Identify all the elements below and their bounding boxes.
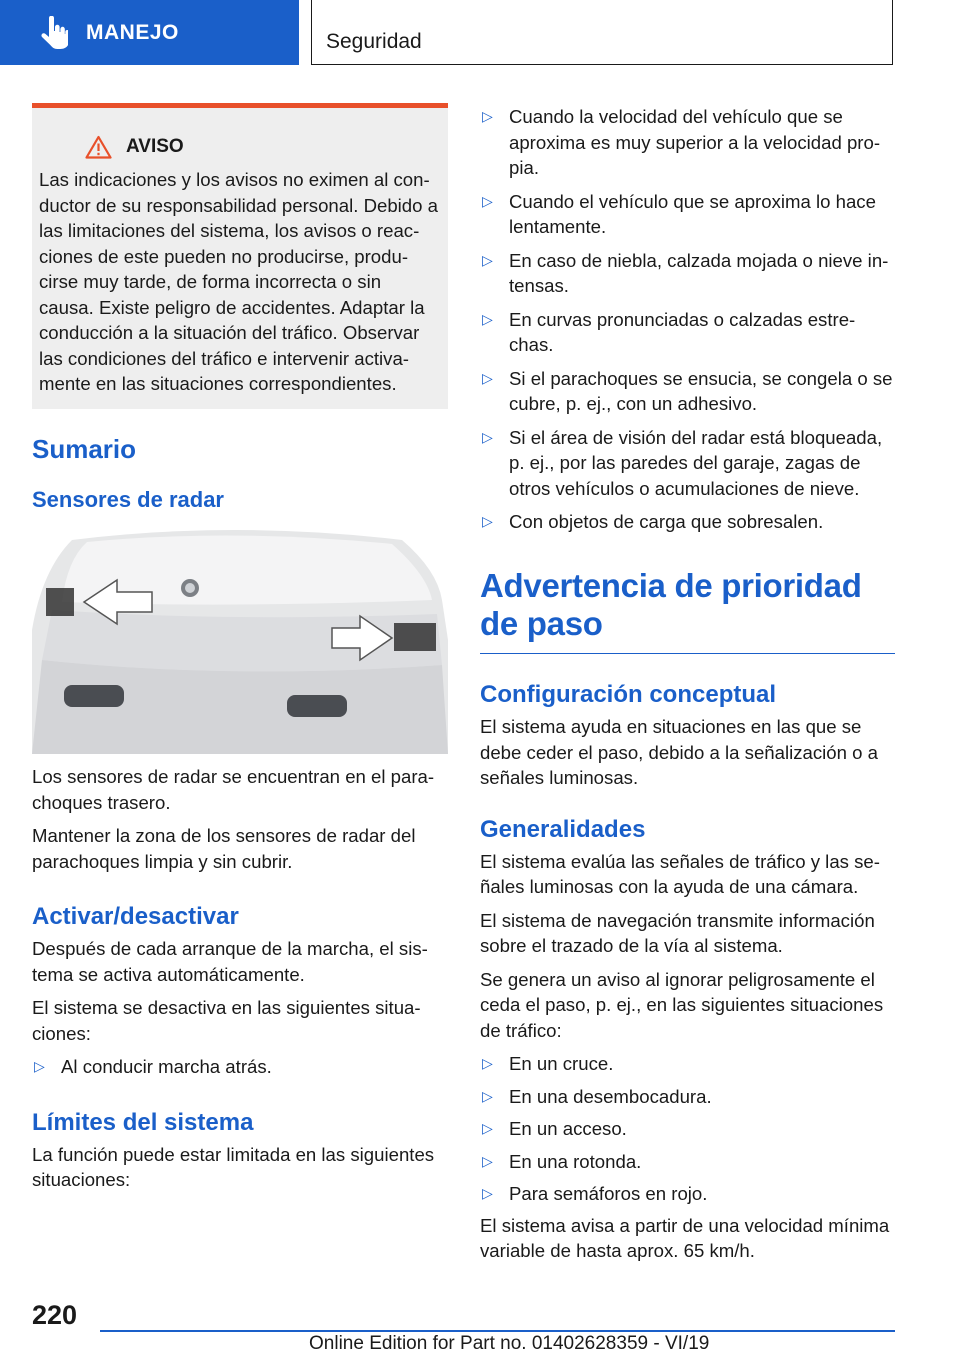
list-item: ▷ Con objetos de carga que sobresalen. — [480, 509, 895, 535]
generalidades-heading: Generalidades — [480, 815, 646, 843]
warning-text: Las indicaciones y los avisos no eximen al con-ductor de su responsabilidad personal. Debido a las limitaciones del sistema, los avisos o reac-ciones de este pueden no producirse, produ-cirse muy tarde, de forma incorrecta o sin causa. Existe peligro de accidentes. Adaptar la conducción a la situación del tráfico. Observar las condiciones del tráfico e intervenir activa-mente en las situaciones correspondientes. — [39, 169, 438, 394]
list-item: ▷ Cuando la velocidad del vehículo que se aproxima es muy superior a la velocidad pro-pia. — [480, 104, 895, 181]
bullet-triangle-icon: ▷ — [482, 192, 493, 209]
sumario-heading: Sumario — [32, 434, 137, 464]
situation-bullets — [480, 1051, 895, 1207]
left-column — [32, 432, 448, 514]
left-column-body — [32, 764, 448, 1193]
hand-pointer-icon — [40, 16, 68, 50]
right-column — [480, 104, 895, 1264]
limites-paragraph: La función puede estar limitada en las siguientes situaciones: — [32, 1143, 435, 1190]
list-item: ▷ Si el parachoques se ensucia, se congela o se cubre, p. ej., con un adhesivo. — [480, 366, 895, 417]
list-item: ▷ En una rotonda. — [480, 1149, 895, 1175]
bullet-triangle-icon: ▷ — [482, 1120, 493, 1136]
bullet-triangle-icon: ▷ — [482, 108, 493, 124]
sensores-paragraph-1: Los sensores de radar se encuentran en el para-choques trasero. — [32, 766, 435, 813]
advertencia-heading: Advertencia de prioridad de paso — [480, 566, 862, 642]
bullet-triangle-icon: ▷ — [482, 513, 493, 529]
config-heading: Configuración conceptual — [480, 681, 777, 708]
general-paragraph-1: El sistema evalúa las señales de tráfico y las se-ñales luminosas con la ayuda de una cámara. — [480, 850, 880, 897]
car-rear-image — [32, 530, 448, 754]
activar-heading: Activar/desactivar — [32, 903, 239, 930]
config-paragraph: El sistema ayuda en situaciones en las que se debe ceder el paso, debido a la señalización o a señales luminosas. — [480, 716, 878, 788]
bullet-triangle-icon: ▷ — [482, 1185, 493, 1201]
list-item: ▷ Al conducir marcha atrás. — [32, 1054, 448, 1080]
list-item: ▷ En una desembocadura. — [480, 1084, 895, 1110]
limites-heading: Límites del sistema — [32, 1108, 254, 1136]
bullet-triangle-icon: ▷ — [34, 1058, 45, 1074]
list-item: ▷ Para semáforos en rojo. — [480, 1181, 895, 1207]
list-item: ▷ En curvas pronunciadas o calzadas estre-chas. — [480, 307, 895, 358]
section-title: Seguridad — [326, 30, 422, 53]
bullet-triangle-icon: ▷ — [482, 369, 493, 386]
page-number: 220 — [32, 1300, 78, 1330]
list-item: ▷ En caso de niebla, calzada mojada o nieve in-tensas. — [480, 248, 895, 299]
bullet-triangle-icon: ▷ — [482, 1087, 493, 1104]
general-paragraph-2: El sistema de navegación transmite información sobre el trazado de la vía al sistema. — [480, 909, 875, 956]
footer-rule — [100, 1330, 895, 1332]
sensores-heading: Sensores de radar — [32, 487, 224, 512]
bullet-triangle-icon: ▷ — [482, 1152, 493, 1169]
chapter-tab[interactable] — [0, 0, 299, 65]
bullet-triangle-icon: ▷ — [482, 1055, 493, 1071]
warning-triangle-icon — [85, 135, 112, 159]
activar-paragraph-2: El sistema se desactiva en las siguientes situa-ciones: — [32, 997, 421, 1044]
chapter-tab-label: MANEJO — [86, 20, 179, 44]
section-header — [311, 0, 893, 65]
limit-bullets — [480, 104, 895, 535]
rear-bumper-radar-illustration — [32, 530, 448, 754]
bullet-triangle-icon: ▷ — [482, 251, 493, 268]
list-item: ▷ En un acceso. — [480, 1116, 895, 1142]
list-item: ▷ Cuando el vehículo que se aproxima lo hace lentamente. — [480, 189, 895, 240]
warning-box — [32, 103, 448, 409]
general-paragraph-4: El sistema avisa a partir de una velocidad mínima variable de hasta aprox. 65 km/h. — [480, 1214, 890, 1261]
list-item: ▷ Si el área de visión del radar está bloqueada, p. ej., por las paredes del garaje, zagas de otros vehículos o acumulaciones de nieve. — [480, 425, 895, 502]
footer-edition: Online Edition for Part no. 01402628359 - VI/19 — [309, 1333, 710, 1354]
activar-paragraph-1: Después de cada arranque de la marcha, el sis-tema se activa automáticamente. — [32, 938, 428, 985]
list-item: ▷ En un cruce. — [480, 1051, 895, 1077]
general-paragraph-3: Se genera un aviso al ignorar peligrosamente el ceda el paso, p. ej., en las siguientes situaciones de tráfico: — [480, 968, 884, 1041]
sensores-paragraph-2: Mantener la zona de los sensores de radar del parachoques limpia y sin cubrir. — [32, 825, 416, 872]
heading-rule — [480, 653, 895, 655]
warning-title: AVISO — [126, 136, 184, 157]
bullet-triangle-icon: ▷ — [482, 310, 493, 327]
bullet-triangle-icon: ▷ — [482, 428, 493, 445]
